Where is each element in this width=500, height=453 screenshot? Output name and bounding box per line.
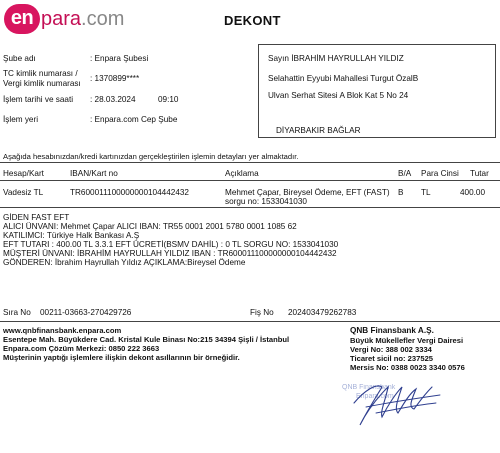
footer-address: Esentepe Mah. Büyükdere Cad. Kristal Kule Binası No:215 34394 Şişli / İstanbul <box>3 335 290 344</box>
th-description: Açıklama <box>225 169 259 178</box>
tax-number: Vergi No: 388 002 3334 <box>350 345 432 354</box>
intro-text: Aşağıda hesabınızdan/kredi kartınızdan gerçekleştirilen işlemin detayları yer almaktadır. <box>3 152 299 161</box>
stamp-text-2: Enpara.com <box>356 393 394 400</box>
sira-no-label: Sıra No <box>3 308 31 317</box>
fis-no-label: Fiş No <box>250 308 274 317</box>
footer-website: www.qnbfinansbank.enpara.com <box>3 326 122 335</box>
page-title: DEKONT <box>224 13 281 28</box>
recipient-address-1: Selahattin Eyyubi Mahallesi Turgut ÖzalB <box>268 74 419 83</box>
mersis-number: Mersis No: 0388 0023 3340 0576 <box>350 363 465 372</box>
recipient-city: DİYARBAKIR BAĞLAR <box>276 126 361 135</box>
fis-no-value: 202403479262783 <box>288 308 357 317</box>
stamp-signature <box>336 373 448 431</box>
detail-line: ALICI ÜNVANI: Mehmet Çapar ALICI IBAN: TR55 0001 2001 5780 0001 1085 62 <box>3 222 297 231</box>
location-label: İşlem yeri <box>3 115 39 124</box>
row-description-2: sorgu no: 1533041030 <box>225 197 307 206</box>
tax-id-label-2: Vergi kimlik numarası <box>3 79 81 88</box>
row-iban: TR600011100000000104442432 <box>70 188 189 197</box>
logo-wordmark <box>41 7 124 31</box>
bank-name: QNB Finansbank A.Ş. <box>350 326 434 335</box>
logo-para: para <box>41 8 82 30</box>
location-value: : Enpara.com Cep Şube <box>90 115 178 124</box>
th-ba: B/A <box>398 169 412 178</box>
table-top-rule <box>0 162 500 163</box>
stamp-text: QNB Finansbank <box>342 384 396 391</box>
row-amount: 400.00 <box>460 188 486 197</box>
tax-id-label: TC kimlik numarası / <box>3 69 78 78</box>
detail-line: GİDEN FAST EFT <box>3 213 70 222</box>
row-account: Vadesiz TL <box>3 188 44 197</box>
footer-rule <box>0 321 500 322</box>
detail-line: KATILIMCI: Türkiye Halk Bankası A.Ş <box>3 231 140 240</box>
recipient-name: Sayın İBRAHİM HAYRULLAH YILDIZ <box>268 54 404 63</box>
footer-disclaimer: Müşterinin yaptığı işlemlere ilişkin dekont asıllarının bir örneğidir. <box>3 353 240 362</box>
tax-id-value: : 1370899**** <box>90 74 140 83</box>
detail-line: MÜŞTERİ ÜNVANI: İBRAHİM HAYRULLAH YILDIZ IBAN : TR600011100000000104442432 <box>3 249 337 258</box>
logo-en-badge: en <box>4 4 40 34</box>
table-header-rule <box>0 180 500 181</box>
logo-com: .com <box>81 8 125 30</box>
detail-line: EFT TUTARI : 400.00 TL 3.3.1 EFT ÜCRETİ(BSMV DAHİL) : 0 TL SORGU NO: 1533041030 <box>3 240 339 249</box>
enpara-logo <box>4 4 125 34</box>
date-value: : 28.03.2024 <box>90 95 136 104</box>
recipient-address-2: Ulvan Serhat Sitesi A Blok Kat 5 No 24 <box>268 91 409 100</box>
row-currency: TL <box>421 188 431 197</box>
detail-line: GÖNDEREN: İbrahim Hayrullah Yıldız AÇIKLAMA:Bireysel Ödeme <box>3 258 246 267</box>
date-label: İşlem tarihi ve saati <box>3 95 74 104</box>
th-currency: Para Cinsi <box>421 169 459 178</box>
row-description: Mehmet Çapar, Bireysel Ödeme, EFT (FAST) <box>225 188 390 197</box>
table-bottom-rule <box>0 207 500 208</box>
th-iban: IBAN/Kart no <box>70 169 118 178</box>
time-value: 09:10 <box>158 95 179 104</box>
branch-label: Şube adı <box>3 54 36 63</box>
branch-value: : Enpara Şubesi <box>90 54 149 63</box>
th-account: Hesap/Kart <box>3 169 44 178</box>
sira-no-value: 00211-03663-270429726 <box>40 308 132 317</box>
tax-office: Büyük Mükellefler Vergi Dairesi <box>350 336 464 345</box>
footer-support: Enpara.com Çözüm Merkezi: 0850 222 3663 <box>3 344 160 353</box>
row-ba: B <box>398 188 404 197</box>
trade-registry: Ticaret sicil no: 237525 <box>350 354 434 363</box>
th-amount: Tutar <box>470 169 489 178</box>
